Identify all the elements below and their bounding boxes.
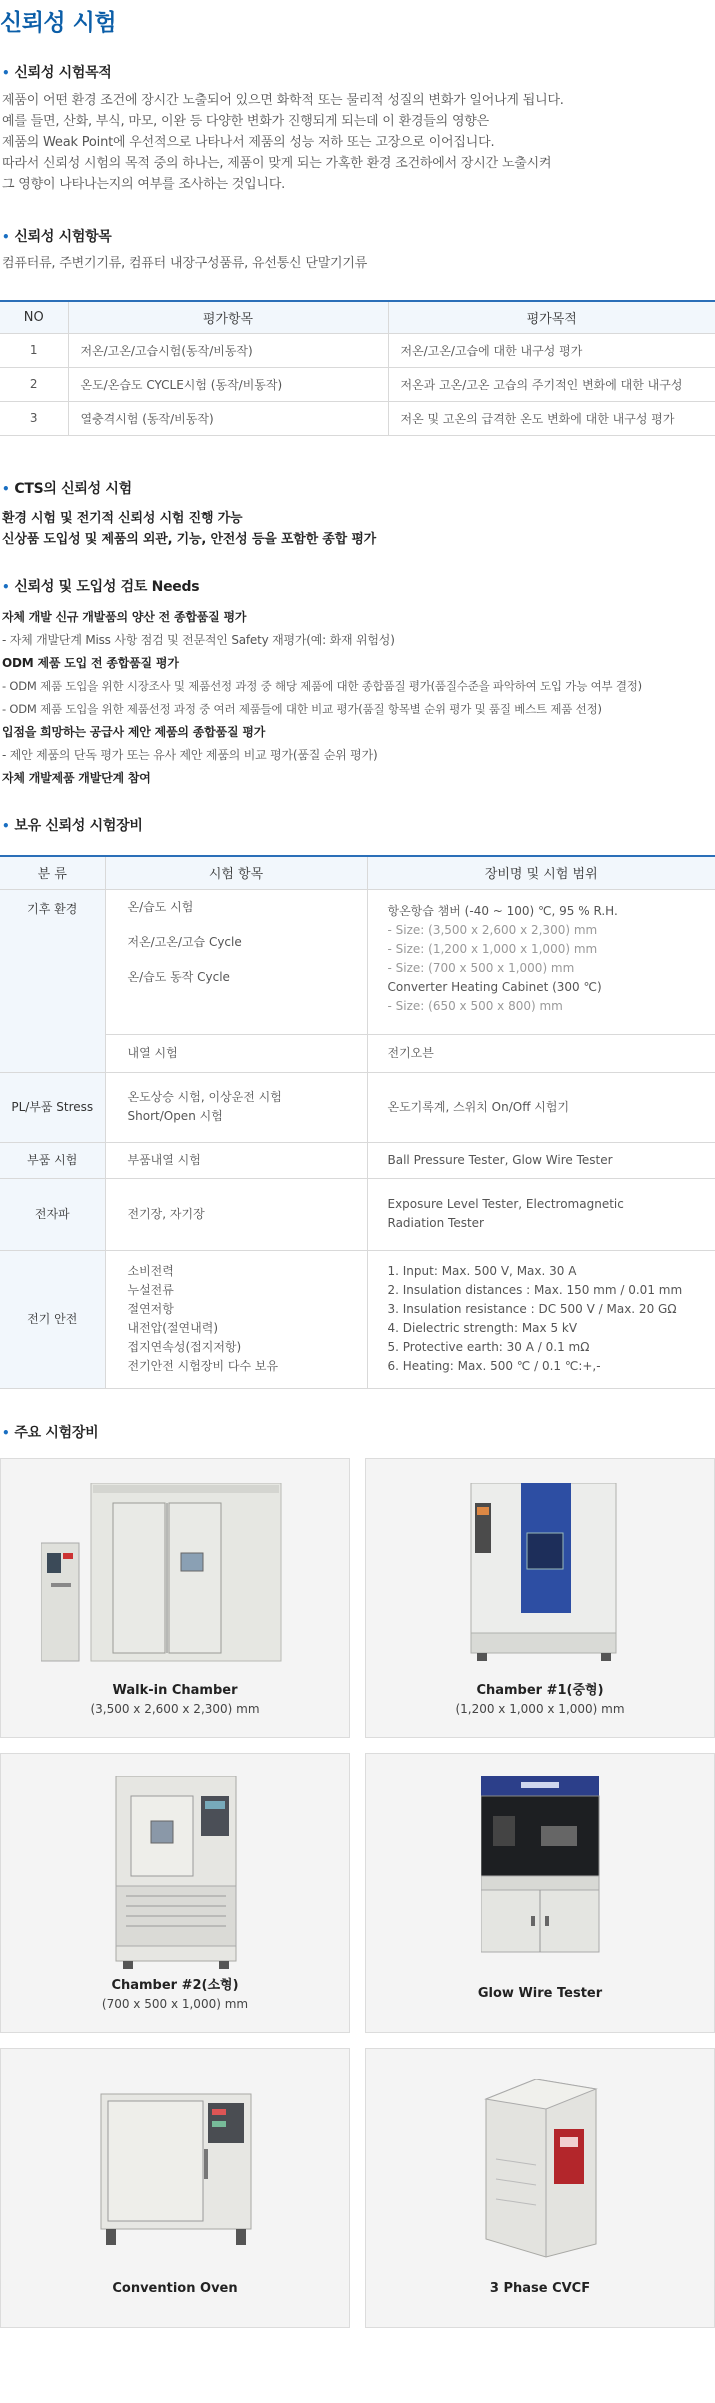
- equip-text: Radiation Tester: [387, 1216, 484, 1230]
- cell-item: 열충격시험 (동작/비동작): [68, 401, 388, 435]
- equip-text: - Size: (650 x 500 x 800) mm: [387, 998, 563, 1013]
- column-header: 평가목적: [388, 301, 715, 333]
- cell-purpose: 저온 및 고온의 급격한 온도 변화에 대한 내구성 평가: [388, 401, 715, 435]
- equipment-name: Walk-in Chamber: [112, 1683, 238, 1698]
- text-line: - 제안 제품의 단독 평가 또는 유사 제안 제품의 비교 평가(품질 순위 평가): [2, 748, 378, 762]
- walk-in-chamber-image: [41, 1483, 291, 1663]
- equipment-size: (3,500 x 2,600 x 2,300) mm: [90, 1702, 260, 1716]
- table-row: [0, 1142, 715, 1178]
- cell-no: 3: [0, 401, 68, 435]
- equip-text: 항온항습 챔버 (-40 ~ 100) ℃, 95 % R.H.: [387, 903, 618, 918]
- text-line: - ODM 제품 도입을 위한 제품선정 과정 중 여러 제품들에 대한 비교 평가(품질 항목별 순위 평가 및 품질 베스트 제품 선정): [2, 702, 602, 716]
- equipment-table: [0, 855, 715, 1389]
- cell-item: 온도/온습도 CYCLE시험 (동작/비동작): [68, 367, 388, 401]
- card-caption: [1, 1976, 349, 2014]
- cell-category: 전자파: [0, 1178, 105, 1250]
- bullet-icon: •: [2, 66, 10, 80]
- table-header-row: [0, 301, 715, 333]
- card-caption: [1, 2279, 349, 2298]
- text-line: 따라서 신뢰성 시험의 목적 중의 하나는, 제품이 맞게 되는 가혹한 환경 조건하에서 장시간 노출시켜: [2, 156, 552, 171]
- convention-oven-image: [96, 2089, 256, 2254]
- equip-text: - Size: (1,200 x 1,000 x 1,000) mm: [387, 941, 598, 956]
- item-text: 온도상승 시험, 이상운전 시험: [127, 1090, 282, 1104]
- text-line: - 자체 개발단계 Miss 사항 점검 및 전문적인 Safety 재평가(예: 화재 위험성): [2, 633, 395, 647]
- item-text: 온/습도 시험: [127, 899, 194, 914]
- cell-equipment: 온도기록계, 스위치 On/Off 시험기: [367, 1072, 715, 1142]
- text-line: 자체 개발 신규 개발품의 양산 전 종합품질 평가: [2, 610, 247, 624]
- section-heading-items: [2, 226, 112, 246]
- bullet-icon: •: [2, 482, 10, 496]
- equipment-name: Chamber #1(중형): [476, 1683, 604, 1698]
- heading-text: 신뢰성 및 도입성 검토 Needs: [14, 579, 200, 595]
- equipment-card-glow-wire-tester: [365, 1753, 715, 2033]
- cell-equipment: 전기오븐: [367, 1034, 715, 1072]
- cell-items: [105, 1072, 367, 1142]
- heading-text: 보유 신뢰성 시험장비: [14, 818, 143, 834]
- item-text: 온/습도 동작 Cycle: [127, 969, 230, 984]
- column-header: NO: [0, 301, 68, 333]
- equip-text: 3. Insulation resistance : DC 500 V / Max. 20 GΩ: [387, 1302, 677, 1316]
- equip-text: 4. Dielectric strength: Max 5 kV: [387, 1321, 578, 1335]
- text-line: 입점을 희망하는 공급사 제안 제품의 종합품질 평가: [2, 725, 266, 739]
- cell-no: 2: [0, 367, 68, 401]
- cell-item: 전기장, 자기장: [105, 1178, 367, 1250]
- items-text: [2, 253, 367, 274]
- cts-text: [2, 508, 376, 550]
- item-text: 내전압(절연내력): [127, 1321, 219, 1335]
- chamber-2-image: [111, 1776, 241, 1976]
- cell-items: [105, 1250, 367, 1388]
- column-header: 장비명 및 시험 범위: [367, 856, 715, 889]
- section-heading-needs: [2, 576, 199, 596]
- card-caption: [1, 1681, 349, 1719]
- equipment-card-convention-oven: [0, 2048, 350, 2328]
- cvcf-image: [476, 2079, 606, 2259]
- equip-text: - Size: (700 x 500 x 1,000) mm: [387, 960, 575, 975]
- table-row: [0, 401, 715, 435]
- equip-text: - Size: (3,500 x 2,600 x 2,300) mm: [387, 922, 598, 937]
- equipment-size: (700 x 500 x 1,000) mm: [101, 1997, 249, 2011]
- table-header-row: [0, 856, 715, 889]
- cell-no: 1: [0, 333, 68, 367]
- section-heading-main-equipment: [2, 1422, 98, 1442]
- section-heading-cts: [2, 478, 132, 498]
- cell-item: 내열 시험: [105, 1034, 367, 1072]
- text-line: 제품이 어떤 환경 조건에 장시간 노출되어 있으면 화학적 또는 물리적 성질의 변화가 일어나게 됩니다.: [2, 93, 564, 108]
- item-text: Short/Open 시험: [127, 1109, 223, 1123]
- bullet-icon: •: [2, 1426, 10, 1440]
- item-text: 누설전류: [127, 1283, 174, 1297]
- text-line: ODM 제품 도입 전 종합품질 평가: [2, 656, 179, 670]
- equipment-card-chamber-1: [365, 1458, 715, 1738]
- item-text: 저온/고온/고습 Cycle: [127, 934, 242, 949]
- equip-text: Exposure Level Tester, Electromagnetic: [387, 1197, 624, 1211]
- column-header: 분 류: [0, 856, 105, 889]
- column-header: 시험 항목: [105, 856, 367, 889]
- cell-category: 전기 안전: [0, 1250, 105, 1388]
- table-row: [0, 333, 715, 367]
- glow-wire-tester-image: [481, 1776, 601, 1961]
- text-line: 컴퓨터류, 주변기기류, 컴퓨터 내장구성품류, 유선통신 단말기기류: [2, 256, 368, 271]
- equip-text: 1. Input: Max. 500 V, Max. 30 A: [387, 1264, 577, 1278]
- item-text: 절연저항: [127, 1302, 174, 1316]
- cell-purpose: 저온/고온/고습에 대한 내구성 평가: [388, 333, 715, 367]
- item-text: 전기안전 시험장비 다수 보유: [127, 1359, 279, 1373]
- text-line: 예를 들면, 산화, 부식, 마모, 이완 등 다양한 변화가 진행되게 되는데 이 환경들의 영향은: [2, 114, 490, 129]
- section-heading-equipment: [2, 815, 143, 835]
- card-caption: [366, 1681, 714, 1719]
- cell-equipment: [367, 1178, 715, 1250]
- equip-text: 5. Protective earth: 30 A / 0.1 mΩ: [387, 1340, 590, 1354]
- equipment-name: 3 Phase CVCF: [489, 2281, 591, 2296]
- equipment-card-3-phase-cvcf: [365, 2048, 715, 2328]
- table-row: [0, 1072, 715, 1142]
- equipment-name: Glow Wire Tester: [477, 1986, 603, 2001]
- table-row: [0, 889, 715, 1034]
- equipment-name: Convention Oven: [112, 2281, 238, 2296]
- chamber-1-image: [461, 1483, 621, 1663]
- card-caption: [366, 1984, 714, 2003]
- cell-purpose: 저온과 고온/고온 고습의 주기적인 변화에 대한 내구성: [388, 367, 715, 401]
- text-line: 신상품 도입성 및 제품의 외관, 기능, 안전성 등을 포함한 종합 평가: [2, 532, 377, 547]
- column-header: 평가항목: [68, 301, 388, 333]
- text-line: 제품의 Weak Point에 우선적으로 나타나서 제품의 성능 저하 또는 고장으로 이어집니다.: [2, 135, 495, 150]
- equipment-name: Chamber #2(소형): [111, 1978, 239, 1993]
- table-row: [0, 1178, 715, 1250]
- equip-text: 6. Heating: Max. 500 ℃ / 0.1 ℃:+,-: [387, 1359, 601, 1373]
- cell-category: 부품 시험: [0, 1142, 105, 1178]
- cell-item: 부품내열 시험: [105, 1142, 367, 1178]
- heading-text: 신뢰성 시험항목: [14, 229, 112, 245]
- test-items-table: [0, 300, 715, 436]
- bullet-icon: •: [2, 580, 10, 594]
- equipment-size: (1,200 x 1,000 x 1,000) mm: [455, 1702, 625, 1716]
- equip-text: 2. Insulation distances : Max. 150 mm / 0.01 mm: [387, 1283, 683, 1297]
- cell-equipment: Ball Pressure Tester, Glow Wire Tester: [367, 1142, 715, 1178]
- item-text: 접지연속성(접지저항): [127, 1340, 242, 1354]
- item-text: 소비전력: [127, 1264, 174, 1278]
- cell-category: PL/부품 Stress: [0, 1072, 105, 1142]
- table-row: [0, 1250, 715, 1388]
- cell-item: 저온/고온/고습시험(동작/비동작): [68, 333, 388, 367]
- heading-text: CTS의 신뢰성 시험: [14, 481, 132, 497]
- section-heading-purpose: [2, 62, 112, 82]
- equipment-card-walk-in-chamber: [0, 1458, 350, 1738]
- cell-equipment: [367, 1250, 715, 1388]
- equip-text: Converter Heating Cabinet (300 ℃): [387, 979, 602, 994]
- page-title: 신뢰성 시험: [0, 10, 117, 36]
- text-line: 자체 개발제품 개발단계 참여: [2, 771, 151, 785]
- cell-items: [105, 889, 367, 1034]
- text-line: - ODM 제품 도입을 위한 시장조사 및 제품선정 과정 중 해당 제품에 대한 종합품질 평가(품질수준을 파악하여 도입 가능 여부 결정): [2, 679, 642, 693]
- bullet-icon: •: [2, 230, 10, 244]
- needs-text: [2, 606, 642, 790]
- text-line: 그 영향이 나타나는지의 여부를 조사하는 것입니다.: [2, 177, 286, 192]
- table-row: [0, 367, 715, 401]
- card-caption: [366, 2279, 714, 2298]
- equipment-card-chamber-2: [0, 1753, 350, 2033]
- cell-equipment: [367, 889, 715, 1034]
- purpose-text: [2, 90, 564, 195]
- bullet-icon: •: [2, 819, 10, 833]
- text-line: 환경 시험 및 전기적 신뢰성 시험 진행 가능: [2, 511, 243, 526]
- cell-category: 기후 환경: [0, 889, 105, 1072]
- heading-text: 신뢰성 시험목적: [14, 65, 112, 81]
- heading-text: 주요 시험장비: [14, 1425, 99, 1441]
- table-row: [0, 1034, 715, 1072]
